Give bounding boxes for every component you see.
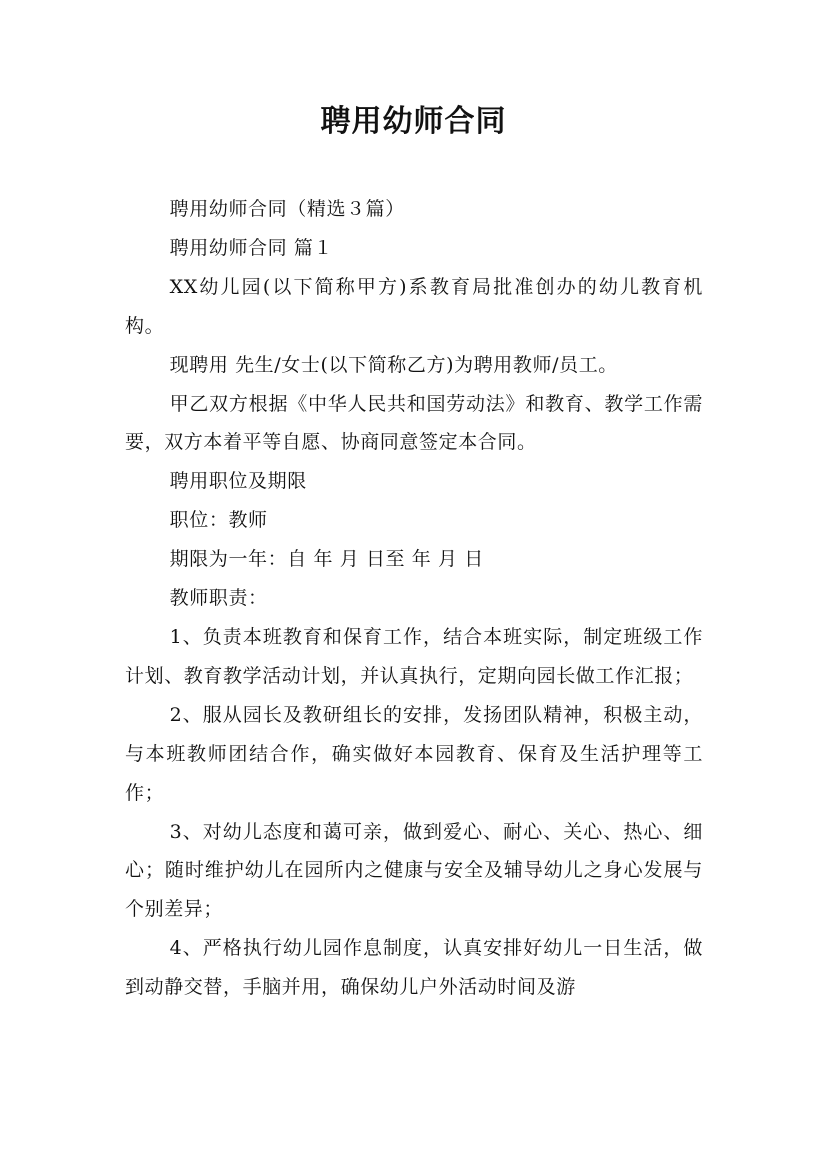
document-body	[125, 190, 703, 1007]
paragraph-basis: 甲乙双方根据《中华人民共和国劳动法》和教育、教学工作需要，双方本着平等自愿、协商同意签定本合同。	[125, 392, 703, 454]
paragraph-duty-3: 3、对幼儿态度和蔼可亲，做到爱心、耐心、关心、热心、细心；随时维护幼儿在园所内之健康与安全及辅导幼儿之身心发展与个别差异；	[125, 820, 703, 921]
paragraph-subtitle: 聘用幼师合同（精选３篇）	[169, 198, 405, 220]
paragraph-position: 职位：教师	[169, 509, 268, 532]
paragraph-party-b: 现聘用 先生/女士(以下简称乙方)为聘用教师/员工。	[169, 353, 618, 376]
paragraph-section-heading: 聘用幼师合同 篇１	[169, 236, 334, 259]
paragraph-duty-2: 2、服从园长及教研组长的安排，发扬团队精神，积极主动，与本班教师团结合作，确实做好本园教育、保育及生活护理等工作；	[125, 703, 703, 804]
document-title: 聘用幼师合同	[320, 104, 507, 139]
paragraph-term: 期限为一年：自 年 月 日至 年 月 日	[169, 548, 484, 571]
paragraph-duty-4: 4、严格执行幼儿园作息制度，认真安排好幼儿一日生活，做到动静交替，手脑并用，确保幼儿户外活动时间及游	[125, 937, 703, 999]
paragraph-party-a: XX幼儿园(以下简称甲方)系教育局批准创办的幼儿教育机构。	[125, 275, 703, 337]
paragraph-duties-heading: 教师职责：	[169, 587, 268, 610]
paragraph-duty-1: 1、负责本班教育和保育工作，结合本班实际，制定班级工作计划、教育教学活动计划，并认真执行，定期向园长做工作汇报；	[125, 625, 703, 687]
paragraph-position-heading: 聘用职位及期限	[169, 470, 307, 493]
